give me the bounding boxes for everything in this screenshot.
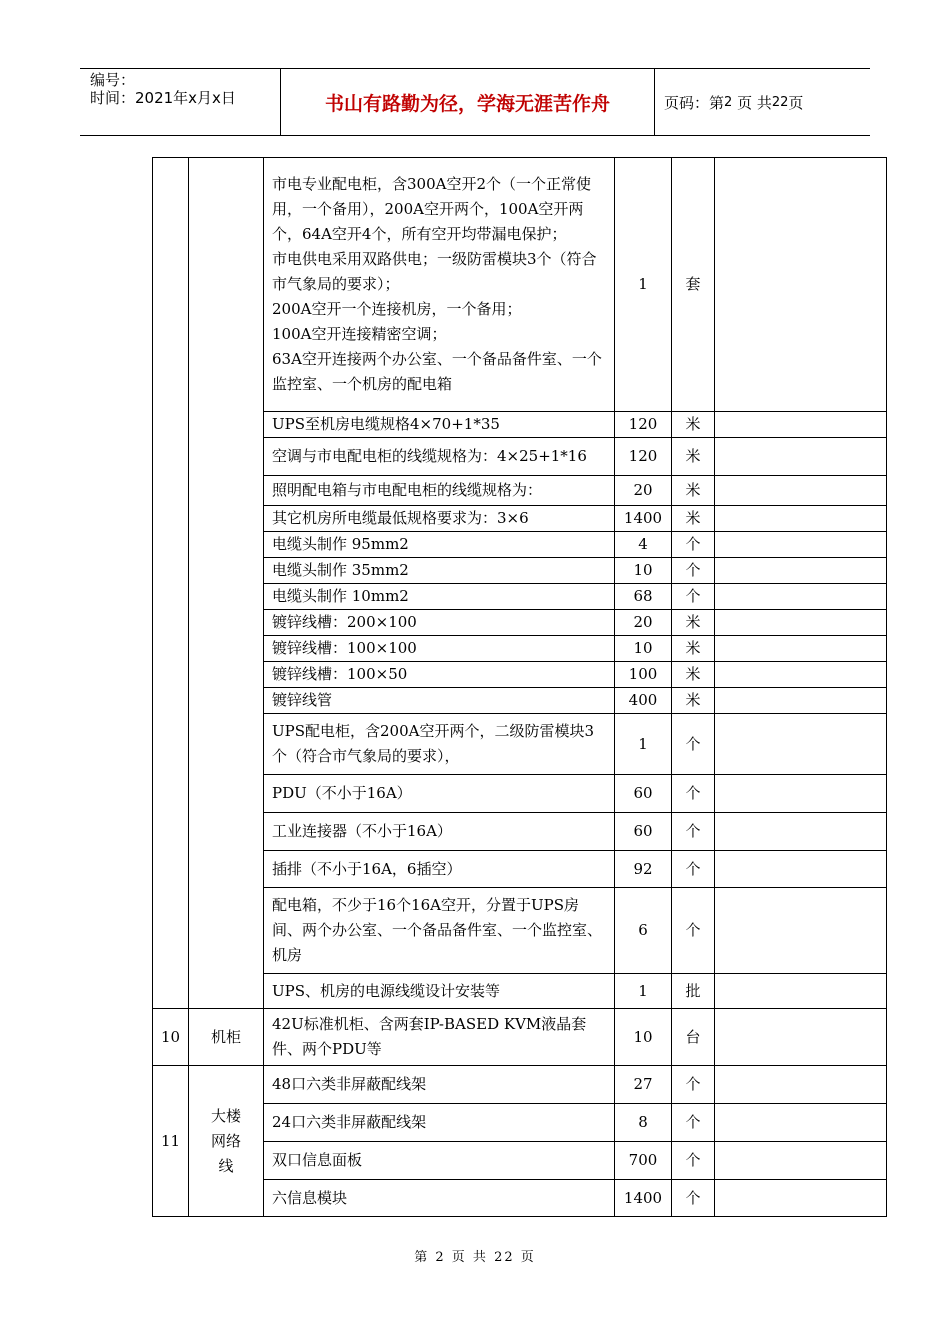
table-row [153, 813, 887, 851]
table-row [153, 888, 887, 974]
unit-cell: 个 [672, 1180, 715, 1217]
unit-cell: 米 [672, 662, 715, 688]
row-number-cell: 10 [153, 1009, 189, 1066]
note-cell [715, 714, 887, 775]
qty-cell: 68 [615, 584, 672, 610]
table-row [153, 1066, 887, 1104]
desc-cell: 工业连接器（不小于16A） [264, 813, 615, 851]
note-cell [715, 775, 887, 813]
page-mid: 页 共 [737, 93, 772, 112]
desc-cell: PDU（不小于16A） [264, 775, 615, 813]
unit-cell: 米 [672, 688, 715, 714]
row-number-cell [153, 158, 189, 1009]
qty-cell: 20 [615, 476, 672, 506]
desc-cell: 电缆头制作 10mm2 [264, 584, 615, 610]
header-meta [80, 69, 281, 135]
footer-total: 22 [494, 1250, 515, 1265]
qty-cell: 4 [615, 532, 672, 558]
unit-cell: 个 [672, 1142, 715, 1180]
date-label: 时间：2021年x月x日 [90, 89, 236, 107]
table-row [153, 558, 887, 584]
desc-cell: 电缆头制作 95mm2 [264, 532, 615, 558]
qty-cell: 92 [615, 851, 672, 888]
note-cell [715, 1180, 887, 1217]
qty-cell: 10 [615, 558, 672, 584]
desc-cell: 电缆头制作 35mm2 [264, 558, 615, 584]
unit-cell: 米 [672, 636, 715, 662]
table-row [153, 1009, 887, 1066]
footer-current: 2 [435, 1250, 446, 1265]
desc-cell: 双口信息面板 [264, 1142, 615, 1180]
desc-cell: 镀锌线管 [264, 688, 615, 714]
note-cell [715, 974, 887, 1009]
footer-mid: 页 共 [451, 1250, 488, 1265]
item-name-cell: 机柜 [189, 1009, 264, 1066]
unit-cell: 米 [672, 412, 715, 438]
desc-cell: 配电箱，不少于16个16A空开，分置于UPS房间、两个办公室、一个备品备件室、一个监控室、机房 [264, 888, 615, 974]
table-row [153, 1142, 887, 1180]
unit-cell: 个 [672, 775, 715, 813]
qty-cell: 8 [615, 1104, 672, 1142]
qty-cell: 1 [615, 158, 672, 412]
desc-cell: 空调与市电配电柜的线缆规格为：4×25+1*16 [264, 438, 615, 476]
table-row [153, 974, 887, 1009]
unit-cell: 米 [672, 476, 715, 506]
note-cell [715, 1142, 887, 1180]
desc-cell: 24口六类非屏蔽配线架 [264, 1104, 615, 1142]
note-cell [715, 1009, 887, 1066]
table-row [153, 1104, 887, 1142]
qty-cell: 27 [615, 1066, 672, 1104]
header-page-info [655, 69, 870, 135]
desc-cell: 镀锌线槽：100×100 [264, 636, 615, 662]
item-name-cell [189, 158, 264, 1009]
table-row [153, 506, 887, 532]
table-row [153, 851, 887, 888]
table-row [153, 158, 887, 412]
qty-cell: 1 [615, 974, 672, 1009]
qty-cell: 10 [615, 1009, 672, 1066]
desc-cell: 市电专业配电柜，含300A空开2个（一个正常使用，一个备用），200A空开两个，100A空开两个，64A空开4个，所有空开均带漏电保护； 市电供电采用双路供电；一级防雷模块3个（符合市气象局的要求）； 200A空开一个连接机房，一个备用； 100A空开连接精密空调； 63A空开连接两个办公室、一个备品备件室、一个监控室、一个机房的配电箱 [264, 158, 615, 412]
unit-cell: 米 [672, 506, 715, 532]
unit-cell: 个 [672, 813, 715, 851]
table-row [153, 714, 887, 775]
qty-cell: 1400 [615, 1180, 672, 1217]
note-cell [715, 851, 887, 888]
table-row [153, 412, 887, 438]
qty-cell: 60 [615, 775, 672, 813]
note-cell [715, 438, 887, 476]
qty-cell: 20 [615, 610, 672, 636]
row-number-cell: 11 [153, 1066, 189, 1217]
note-cell [715, 636, 887, 662]
table-row [153, 584, 887, 610]
table-row [153, 1180, 887, 1217]
note-cell [715, 476, 887, 506]
qty-cell: 1 [615, 714, 672, 775]
unit-cell: 个 [672, 532, 715, 558]
qty-cell: 10 [615, 636, 672, 662]
note-cell [715, 610, 887, 636]
page-header [80, 68, 870, 136]
unit-cell: 米 [672, 438, 715, 476]
table-row [153, 610, 887, 636]
item-name-cell: 大楼 网络 线 [189, 1066, 264, 1217]
page-prefix: 页码：第 [664, 93, 725, 112]
desc-cell: 六信息模块 [264, 1180, 615, 1217]
note-cell [715, 888, 887, 974]
note-cell [715, 662, 887, 688]
qty-cell: 60 [615, 813, 672, 851]
qty-cell: 100 [615, 662, 672, 688]
desc-cell: 照明配电箱与市电配电柜的线缆规格为： [264, 476, 615, 506]
qty-cell: 700 [615, 1142, 672, 1180]
equipment-table [152, 157, 887, 1217]
unit-cell: 个 [672, 851, 715, 888]
desc-cell: 插排（不小于16A，6插空） [264, 851, 615, 888]
serial-label: 编号： [90, 71, 136, 89]
footer-prefix: 第 [414, 1250, 430, 1265]
table-row [153, 476, 887, 506]
note-cell [715, 813, 887, 851]
note-cell [715, 506, 887, 532]
footer-suffix: 页 [520, 1250, 536, 1265]
table-row [153, 688, 887, 714]
unit-cell: 个 [672, 714, 715, 775]
page-total: 22 [771, 94, 789, 110]
table-row [153, 775, 887, 813]
table-row [153, 438, 887, 476]
qty-cell: 120 [615, 438, 672, 476]
qty-cell: 120 [615, 412, 672, 438]
unit-cell: 个 [672, 558, 715, 584]
unit-cell: 个 [672, 1066, 715, 1104]
unit-cell: 个 [672, 1104, 715, 1142]
desc-cell: UPS、机房的电源线缆设计安装等 [264, 974, 615, 1009]
note-cell [715, 584, 887, 610]
table-row [153, 636, 887, 662]
note-cell [715, 558, 887, 584]
desc-cell: 镀锌线槽：200×100 [264, 610, 615, 636]
qty-cell: 6 [615, 888, 672, 974]
desc-cell: UPS至机房电缆规格4×70+1*35 [264, 412, 615, 438]
note-cell [715, 412, 887, 438]
unit-cell: 米 [672, 610, 715, 636]
desc-cell: 其它机房所电缆最低规格要求为：3×6 [264, 506, 615, 532]
desc-cell: UPS配电柜，含200A空开两个，二级防雷模块3个（符合市气象局的要求）， [264, 714, 615, 775]
unit-cell: 个 [672, 888, 715, 974]
unit-cell: 套 [672, 158, 715, 412]
unit-cell: 台 [672, 1009, 715, 1066]
unit-cell: 个 [672, 584, 715, 610]
unit-cell: 批 [672, 974, 715, 1009]
table-row [153, 532, 887, 558]
note-cell [715, 1104, 887, 1142]
desc-cell: 镀锌线槽：100×50 [264, 662, 615, 688]
page-suffix: 页 [788, 93, 804, 112]
note-cell [715, 158, 887, 412]
qty-cell: 400 [615, 688, 672, 714]
table-row [153, 662, 887, 688]
header-motto: 书山有路勤为径，学海无涯苦作舟 [281, 69, 655, 135]
page-footer [0, 1246, 950, 1265]
desc-cell: 48口六类非屏蔽配线架 [264, 1066, 615, 1104]
note-cell [715, 532, 887, 558]
note-cell [715, 1066, 887, 1104]
desc-cell: 42U标准机柜、含两套IP-BASED KVM液晶套件、两个PDU等 [264, 1009, 615, 1066]
note-cell [715, 688, 887, 714]
page-current: 2 [724, 94, 733, 110]
qty-cell: 1400 [615, 506, 672, 532]
